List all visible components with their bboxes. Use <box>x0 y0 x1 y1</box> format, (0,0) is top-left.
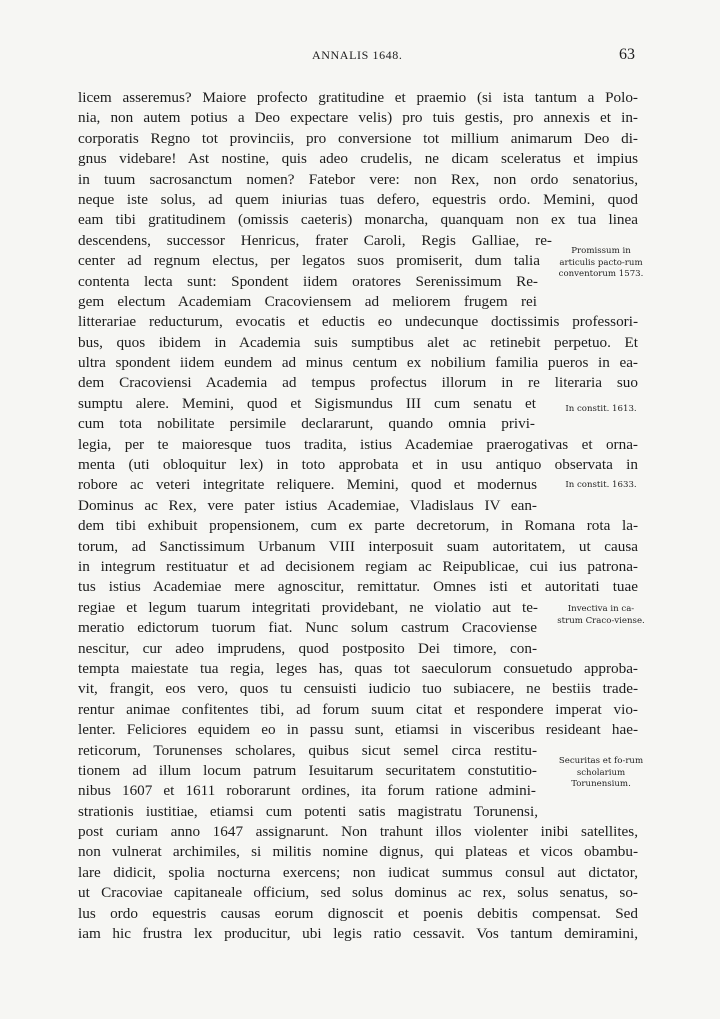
body-text <box>78 88 638 944</box>
text-line: vit, frangit, eos vero, quos tu censuisti iudicio tuo subiacere, ne bestiis trade- <box>78 680 638 698</box>
text-line: gnus videbare! Ast nostine, quis adeo crudelis, ne dicam sceleratus et impius <box>78 150 638 168</box>
text-line: in tuum sacrosanctum nomen? Fatebor vere: non Rex, non ordo senatorius, <box>78 170 638 188</box>
text-line: tus istius Academiae mere agnoscitur, remittatur. Omnes isti et autoritati tuae <box>78 578 638 596</box>
text-line: strationis iustitiae, etiamsi cum potenti satis magistratu Torunensi, <box>78 802 538 820</box>
margin-note: Securitas et fo-rum scholarium Torunensium. <box>558 756 644 789</box>
text-line: litterariae reducturum, evocatis et eductis eo undecunque doctissimis professori- <box>78 313 638 331</box>
text-line: nibus 1607 et 1611 roborarunt ordines, ita forum ratione admini- <box>78 782 536 800</box>
text-line: tempta maiestate tua regia, leges has, quas tot saeculorum consuetudo approba- <box>78 659 638 677</box>
text-line: menta (uti obloquitur lex) in toto approbata et in usu antiquo observata in <box>78 456 638 474</box>
text-line: licem asseremus? Maiore profecto gratitudine et praemio (si ista tantum a Polo- <box>78 89 638 106</box>
margin-note: Invectiva in ca-strum Craco-viense. <box>557 604 645 626</box>
text-line: torum, ad Sanctissimum Urbanum VIII interposuit suam autoritatem, ut causa <box>78 537 638 555</box>
text-line: dem tibi exhibuit propensionem, cum ex parte decretorum, in Romana rota la- <box>78 517 638 535</box>
text-line: eam tibi gratitudinem (omissis caeteris) monarcha, quanquam non ex tua linea <box>78 211 638 229</box>
text-line: neque iste solus, ad quem iniurias tuas defero, equestris ordo. Memini, quod <box>78 190 638 208</box>
text-line: rentur animae confitentes tibi, ad forum suum citat et respondere imperat vio- <box>78 700 638 718</box>
text-line: in integrum restituatur et ad decisionem regiam ac Reipublicae, cui ius patrona- <box>78 557 638 575</box>
text-line: legia, per te maioresque tuos tradita, istius Academiae praerogativas et orna- <box>78 435 638 453</box>
text-line: gem electum Academiam Cracoviensem ad meliorem frugem rei <box>78 292 537 310</box>
text-line: meratio edictorum tuorum fiat. Nunc solum castrum Cracoviense <box>78 619 537 637</box>
text-line: nescitur, cur adeo imprudens, quod postposito Dei timore, con- <box>78 639 537 657</box>
text-line: bus, quos ibidem in Academia suis sumptibus alet ac retinebit perpetuo. Et <box>78 333 638 351</box>
text-line: Dominus ac Rex, vere pater istius Academiae, Vladislaus IV ean- <box>78 496 537 514</box>
margin-note: In constit. 1613. <box>565 404 637 414</box>
text-line: robore ac veteri integritate reliquere. Memini, quod et modernus <box>78 476 537 494</box>
text-line: contenta lecta sunt: Spondent iidem oratores Serenissimum Re- <box>78 272 538 290</box>
text-line: lus ordo equestris causas eorum dignoscit et poenis debitis compensat. Sed <box>78 904 638 922</box>
text-line: regiae et legum tuarum integritati providebant, ne violatio aut te- <box>78 598 538 616</box>
text-line: sumptu alere. Memini, quod et Sigismundus III cum senatu et <box>78 394 536 412</box>
margin-note: Promissum in articulis pacto-rum conventorum 1573. <box>558 246 644 279</box>
text-line: ultra spondent iidem eundem ad minus centum ex nobilium familia pueros in ea- <box>78 354 638 372</box>
page-header <box>0 48 720 70</box>
page-number: 63 <box>619 46 635 63</box>
text-line: iam hic frustra lex producitur, ubi legis ratio cessavit. Vos tantum demiramini, <box>78 925 638 943</box>
text-line: tionem ad illum locum patrum Iesuitarum securitatem constutitio- <box>78 761 537 779</box>
text-line: lenter. Feliciores equidem eo in passu sunt, etiamsi in visceribus resideant hae- <box>78 721 638 739</box>
text-line: post curiam anno 1647 assignarunt. Non trahunt illos violenter inibi satellites, <box>78 823 638 841</box>
text-line: nia, non autem potius a Deo expectare velis) pro tuis gestis, pro annexis et in- <box>78 109 638 127</box>
text-line: reticorum, Torunenses scholares, quibus sicut semel circa restitu- <box>78 741 537 759</box>
text-line: dem Cracoviensi Academia ad tempus profectus illorum in re literaria suo <box>78 374 638 392</box>
text-line: ut Cracoviae capitaneale officium, sed solus dominus ac rex, solus senatus, so- <box>78 884 638 902</box>
text-line: lare didicit, spolia nocturna exercens; non iudicat summus consul aut dictator, <box>78 863 638 881</box>
text-line: corporatis Regno tot provinciis, pro conversione tot millium animarum Deo di- <box>78 129 638 147</box>
margin-note: In constit. 1633. <box>565 480 637 490</box>
text-line: non vulnerat archimiles, si militis nomine dignus, qui plateas et vicos obambu- <box>78 843 638 861</box>
text-line: center ad regnum electus, per legatos suos promiserit, dum talia <box>78 252 540 270</box>
text-line: cum tota nobilitate persimile declararunt, quando omnia privi- <box>78 415 535 433</box>
running-title: ANNALIS 1648. <box>312 48 403 62</box>
text-line: descendens, successor Henricus, frater Caroli, Regis Galliae, re- <box>78 231 552 249</box>
